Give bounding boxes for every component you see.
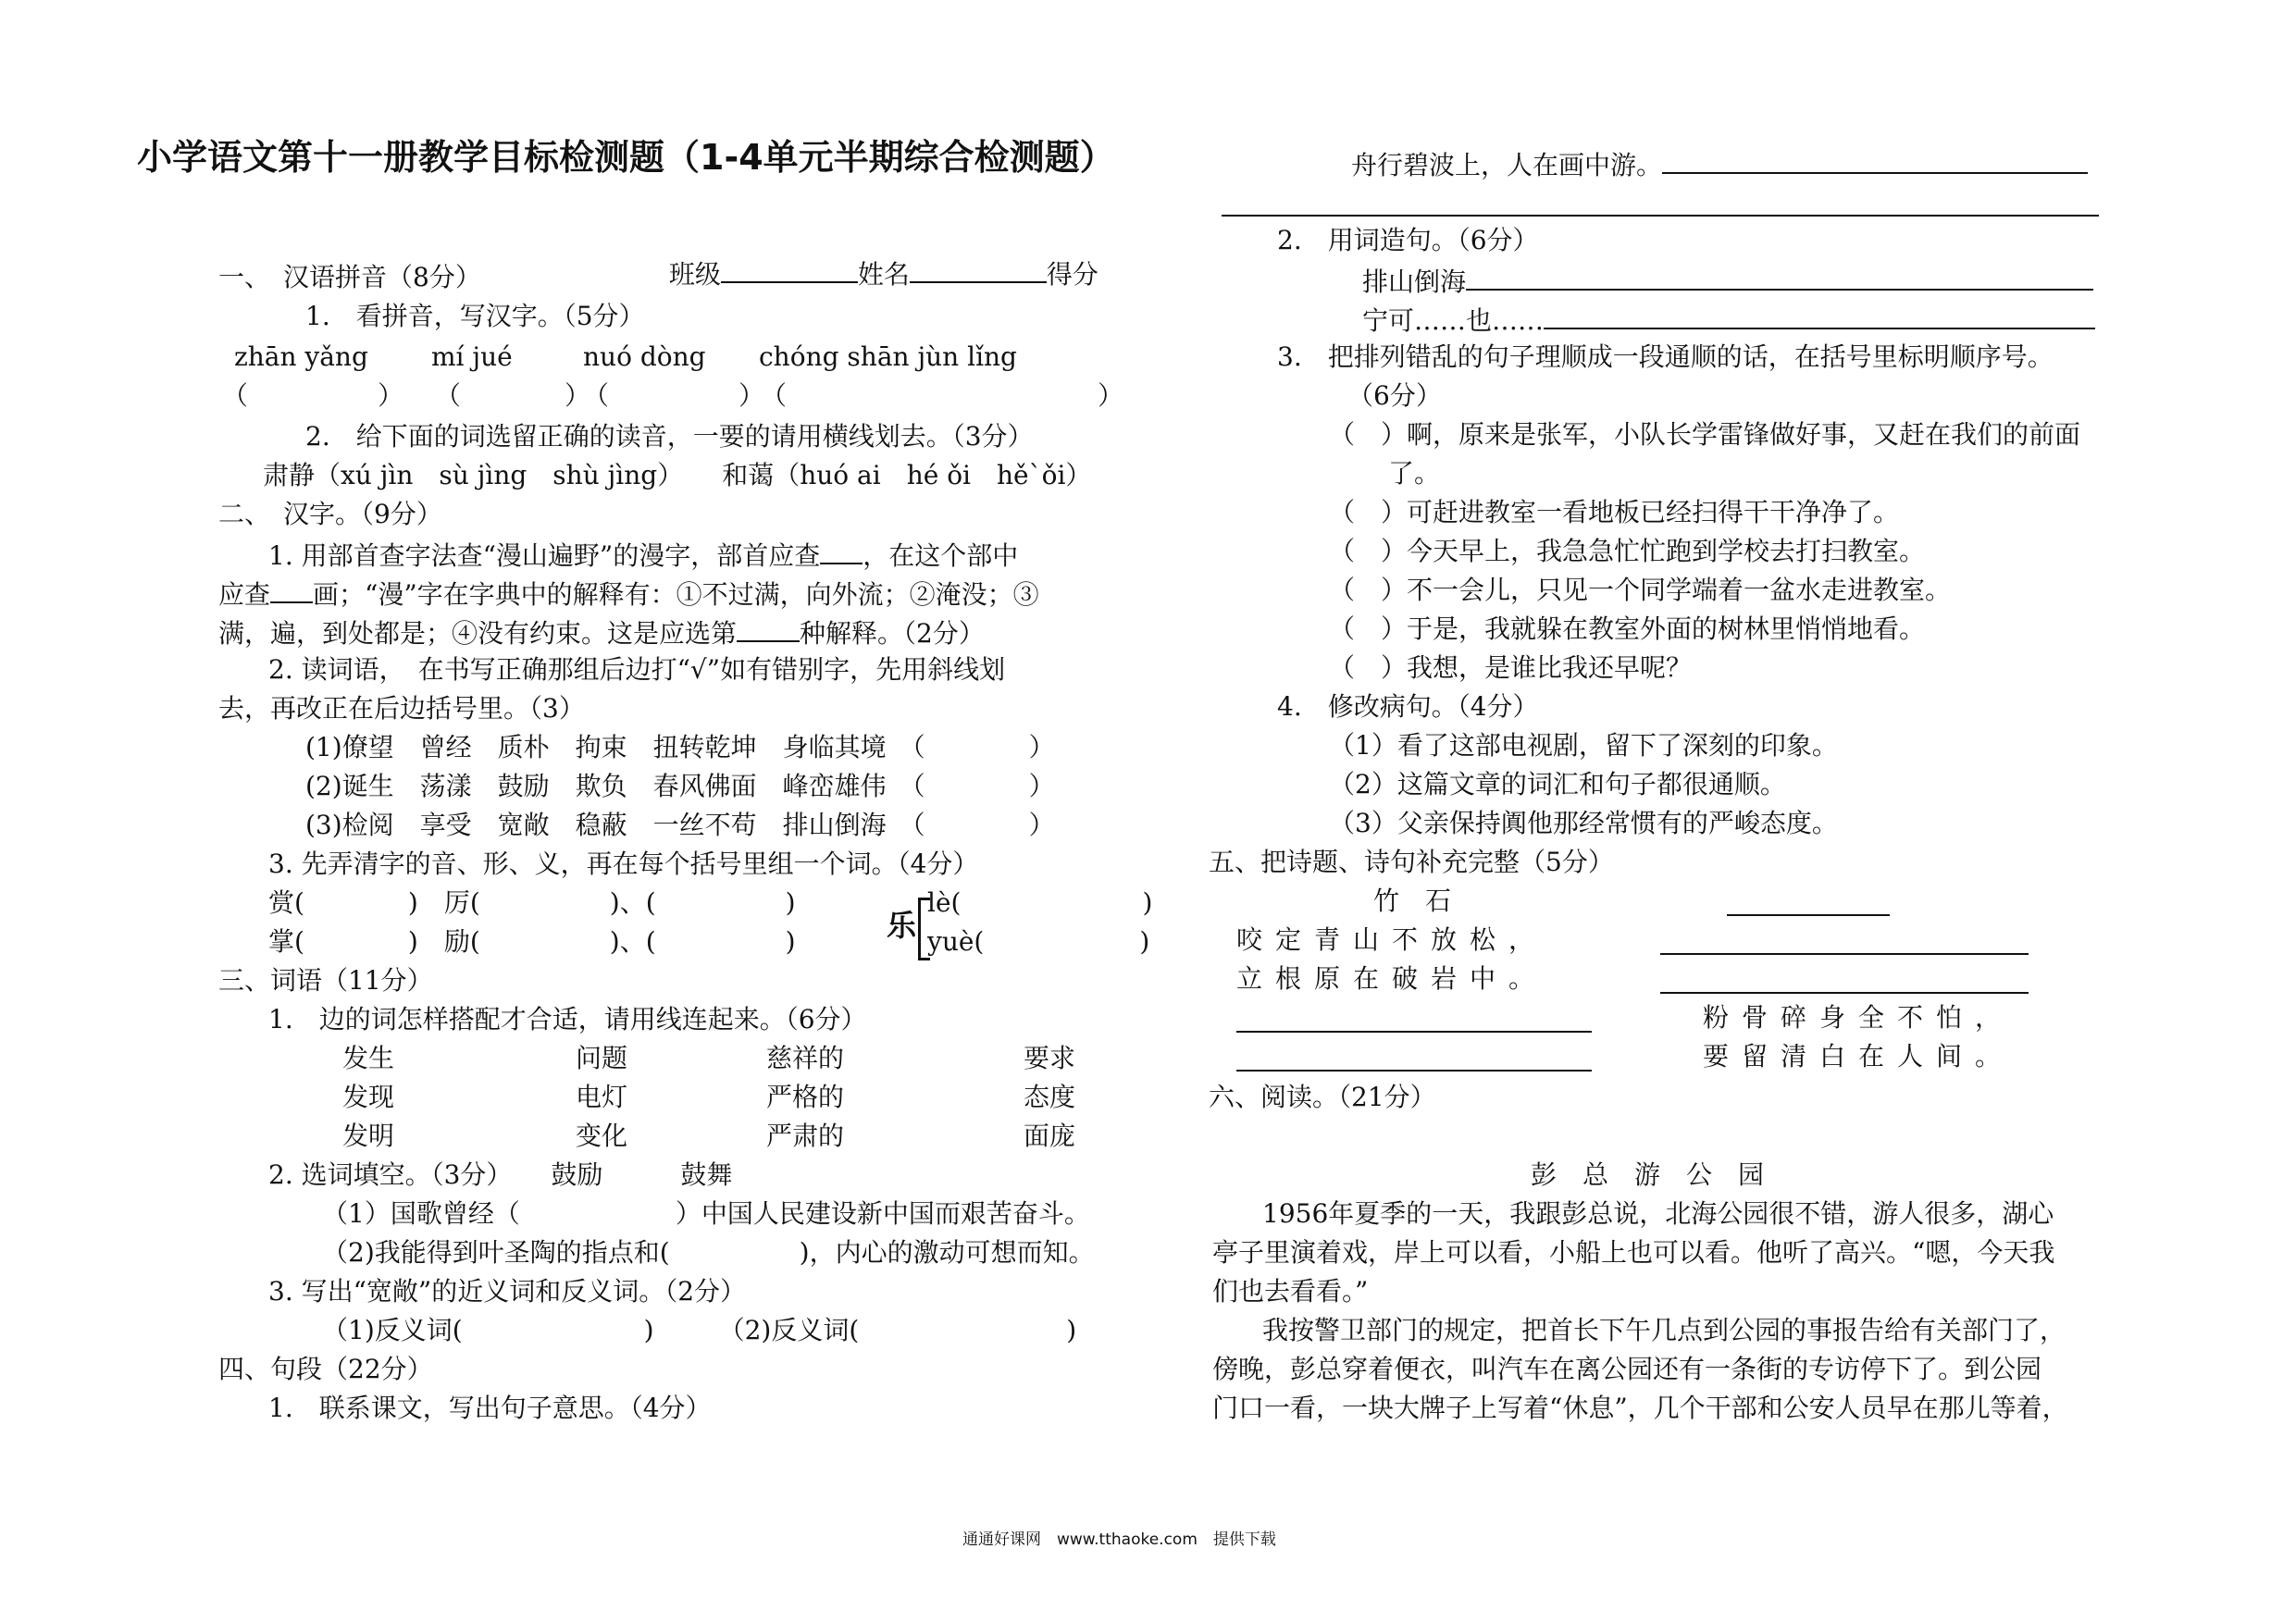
poem-blank-l1[interactable] — [1236, 1031, 1592, 1033]
answer-bracket-2[interactable]: （ ） — [435, 380, 591, 411]
poem-blank-r1[interactable] — [1660, 953, 2029, 955]
match-col4-1[interactable]: 要求 — [1024, 1043, 1076, 1073]
s4-q3: 3. 把排列错乱的句子理顺成一段通顺的话，在括号里标明顺序号。 — [1277, 341, 2054, 372]
page-title: 小学语文第十一册教学目标检测题（1-4单元半期综合检测题） — [137, 137, 1115, 178]
fix-1: （1）看了这部电视剧，留下了深刻的印象。 — [1329, 730, 1838, 761]
order-1-cont: 了。 — [1388, 458, 1441, 489]
match-col4-2[interactable]: 态度 — [1024, 1082, 1076, 1112]
s2-q3-row2: 掌( ) 励( )、( ) — [268, 926, 796, 957]
radical-blank[interactable] — [820, 537, 863, 564]
pinyin-3: nuó dòng — [583, 341, 706, 372]
s4-q2: 2. 用词造句。（6分） — [1277, 225, 1539, 255]
word-row-2: (2)诞生 荡漾 鼓励 欺负 春风佛面 峰峦雄伟 （ ） — [305, 771, 1055, 801]
le-char: 乐 — [887, 908, 917, 943]
match-col3-3[interactable]: 严肃的 — [766, 1121, 845, 1151]
order-4[interactable]: （ ）不一会儿，只见一个同学端着一盆水走进教室。 — [1329, 575, 1952, 605]
section-6-heading: 六、阅读。（21分） — [1209, 1082, 1436, 1112]
score-label: 得分 — [1046, 259, 1098, 290]
answer-line[interactable] — [1222, 215, 2099, 217]
article-line-1: 1956年夏季的一天，我跟彭总说，北海公园很不错，游人很多，湖心 — [1262, 1198, 2054, 1229]
s3-q1: 1. 边的词怎样搭配才合适，请用线连起来。（6分） — [268, 1004, 867, 1035]
answer-bracket-1[interactable]: （ ） — [222, 380, 404, 411]
poem-left-1: 咬定青山不放松， — [1236, 924, 1548, 955]
word-row-3: (3)检阅 享受 宽敞 稳蔽 一丝不苟 排山倒海 （ ） — [305, 810, 1055, 840]
article-line-4: 我按警卫部门的规定，把首长下午几点到公园的事报告给有关部门了， — [1262, 1315, 2066, 1345]
pinyin-1: zhān yǎng — [234, 341, 368, 372]
match-col2-1[interactable]: 问题 — [576, 1043, 628, 1073]
order-2[interactable]: （ ）可赶进教室一看地板已经扫得干干净净了。 — [1329, 497, 1900, 527]
text: 画；“漫”字在字典中的解释有：①不过满，向外流；②淹没；③ — [313, 579, 1039, 610]
answer-bracket-4[interactable]: （ ） — [761, 380, 1124, 411]
text: ，在这个部中 — [863, 540, 1019, 571]
sentence-answer-blank[interactable] — [1662, 146, 2088, 174]
name-blank[interactable] — [910, 255, 1047, 283]
match-col1-3[interactable]: 发明 — [342, 1121, 395, 1151]
sentence-blank-2[interactable] — [1544, 302, 2095, 329]
s3-q3: 3. 写出“宽敞”的近义词和反义词。（2分） — [268, 1276, 747, 1307]
word-row-1: (1)僚望 曾经 质朴 拘束 扭转乾坤 身临其境 （ ） — [305, 732, 1055, 762]
s2-q1-line1 — [268, 537, 1018, 573]
section-1-heading: 一、 汉语拼音（8分） — [218, 262, 481, 292]
s4-q3-score: （6分） — [1347, 380, 1442, 411]
text: 满，遍，到处都是；④没有约束。这是应选第 — [218, 618, 738, 649]
pinyin-2: mí jué — [431, 341, 513, 372]
s4-q1: 1. 联系课文，写出句子意思。（4分） — [268, 1393, 712, 1423]
match-col2-3[interactable]: 变化 — [576, 1121, 628, 1151]
section-3-heading: 三、词语（11分） — [218, 965, 433, 996]
s2-q2-line1: 2. 读词语， 在书写正确那组后边打“√”如有错别字，先用斜线划 — [268, 654, 1006, 685]
s2-q1-line3 — [218, 614, 985, 650]
class-label: 班级 — [668, 259, 721, 290]
order-6[interactable]: （ ）我想，是谁比我还早呢？ — [1329, 652, 1693, 683]
fix-3: （3）父亲保持阗他那经常惯有的严峻态度。 — [1329, 808, 1838, 838]
s4-q2-b — [1362, 302, 2095, 338]
name-label: 姓名 — [857, 259, 910, 290]
class-blank[interactable] — [721, 255, 858, 283]
s3-q2-1: （1）国歌曾经（ ）中国人民建设新中国而艰苦奋斗。 — [322, 1198, 1090, 1229]
s2-q3: 3. 先弄清字的音、形、义，再在每个括号里组一个词。（4分） — [268, 849, 979, 879]
s3-q2-2: （2)我能得到叶圣陶的指点和( )，内心的激动可想而知。 — [322, 1237, 1095, 1268]
s1-q2: 2. 给下面的词选留正确的读音，一要的请用横线划去。（3分） — [305, 421, 1034, 452]
answer-bracket-3[interactable]: （ ） — [583, 380, 765, 411]
sentence-text: 舟行碧波上，人在画中游。 — [1351, 150, 1663, 180]
s2-q3-row1: 赏( ) 厉( )、( ) — [268, 887, 796, 918]
article-line-2: 亭子里演着戏，岸上可以看，小船上也可以看。他听了高兴。“嗯，今天我 — [1212, 1237, 2055, 1268]
poem-blank-r2[interactable] — [1660, 992, 2029, 994]
text: 种解释。（2分） — [800, 618, 985, 649]
s2-q1-line2 — [218, 576, 1039, 612]
word: 宁可……也…… — [1362, 305, 1545, 336]
s4-q2-a — [1362, 263, 2093, 299]
match-col3-1[interactable]: 慈祥的 — [766, 1043, 845, 1073]
poem-right-2: 要留清白在人间。 — [1703, 1041, 2015, 1072]
section-4-heading: 四、句段（22分） — [218, 1354, 433, 1384]
s4-q1-sentence — [1351, 146, 2088, 182]
footer-watermark: 通通好课网 www.tthaoke.com 提供下载 — [962, 1530, 1276, 1549]
article-line-5: 傍晚，彭总穿着便衣，叫汽车在离公园还有一条街的专访停下了。到公园 — [1212, 1354, 2042, 1384]
order-5[interactable]: （ ）于是，我就躲在教室外面的树林里悄悄地看。 — [1329, 613, 1926, 644]
order-3[interactable]: （ ）今天早上，我急急忙忙跑到学校去打扫教室。 — [1329, 536, 1926, 566]
match-col3-2[interactable]: 严格的 — [766, 1082, 845, 1112]
text: 应查 — [218, 579, 271, 610]
le-reading-2: yuè( ) — [927, 926, 1150, 957]
match-col1-2[interactable]: 发现 — [342, 1082, 395, 1112]
match-col1-1[interactable]: 发生 — [342, 1043, 395, 1073]
poem-right-1: 粉骨碎身全不怕， — [1703, 1002, 2015, 1033]
s3-q2: 2. 选词填空。（3分） 鼓励 鼓舞 — [268, 1159, 733, 1190]
le-reading-1: lè( ) — [927, 887, 1153, 918]
student-info — [652, 222, 1098, 291]
text: 1. 用部首查字法查“漫山遍野”的漫字，部首应查 — [268, 540, 821, 571]
pinyin-4: chóng shān jùn lǐng — [759, 341, 1017, 372]
fix-2: （2）这篇文章的词汇和句子都很通顺。 — [1329, 769, 1786, 799]
poet-blank[interactable] — [1727, 914, 1890, 916]
article-line-6: 门口一看，一块大牌子上写着“休息”，几个干部和公安人员早在那儿等着， — [1212, 1393, 2068, 1423]
s1-q2-line: 肃静（xú jìn sù jìng shù jìng） 和蔼（huó ai hé ǒi hěˋǒi） — [263, 460, 1092, 490]
section-2-heading: 二、 汉字。（9分） — [218, 499, 442, 529]
stroke-blank[interactable] — [270, 576, 313, 603]
order-1[interactable]: （ ）啊，原来是张军，小队长学雷锋做好事，又赶在我们的前面 — [1329, 419, 2081, 450]
match-col4-3[interactable]: 面庞 — [1024, 1121, 1076, 1151]
s4-q4: 4. 修改病句。（4分） — [1277, 691, 1539, 722]
article-title: 彭 总 游 公 园 — [1531, 1159, 1765, 1190]
s1-q1: 1. 看拼音，写汉字。（5分） — [305, 301, 645, 331]
poem-left-2: 立根原在破岩中。 — [1236, 963, 1548, 994]
poem-blank-l2[interactable] — [1236, 1070, 1592, 1072]
s3-q3-line: （1)反义词( ) （2)反义词( ) — [322, 1315, 1077, 1345]
word: 排山倒海 — [1362, 266, 1467, 297]
article-line-3: 们也去看看。” — [1212, 1276, 1369, 1307]
section-5-heading: 五、把诗题、诗句补充完整（5分） — [1209, 847, 1614, 877]
poem-title: 竹 石 — [1373, 886, 1452, 916]
match-col2-2[interactable]: 电灯 — [576, 1082, 628, 1112]
meaning-blank[interactable] — [737, 614, 800, 642]
sentence-blank-1[interactable] — [1466, 263, 2093, 291]
s2-q2-line2: 去，再改正在后边括号里。（3） — [218, 693, 585, 724]
